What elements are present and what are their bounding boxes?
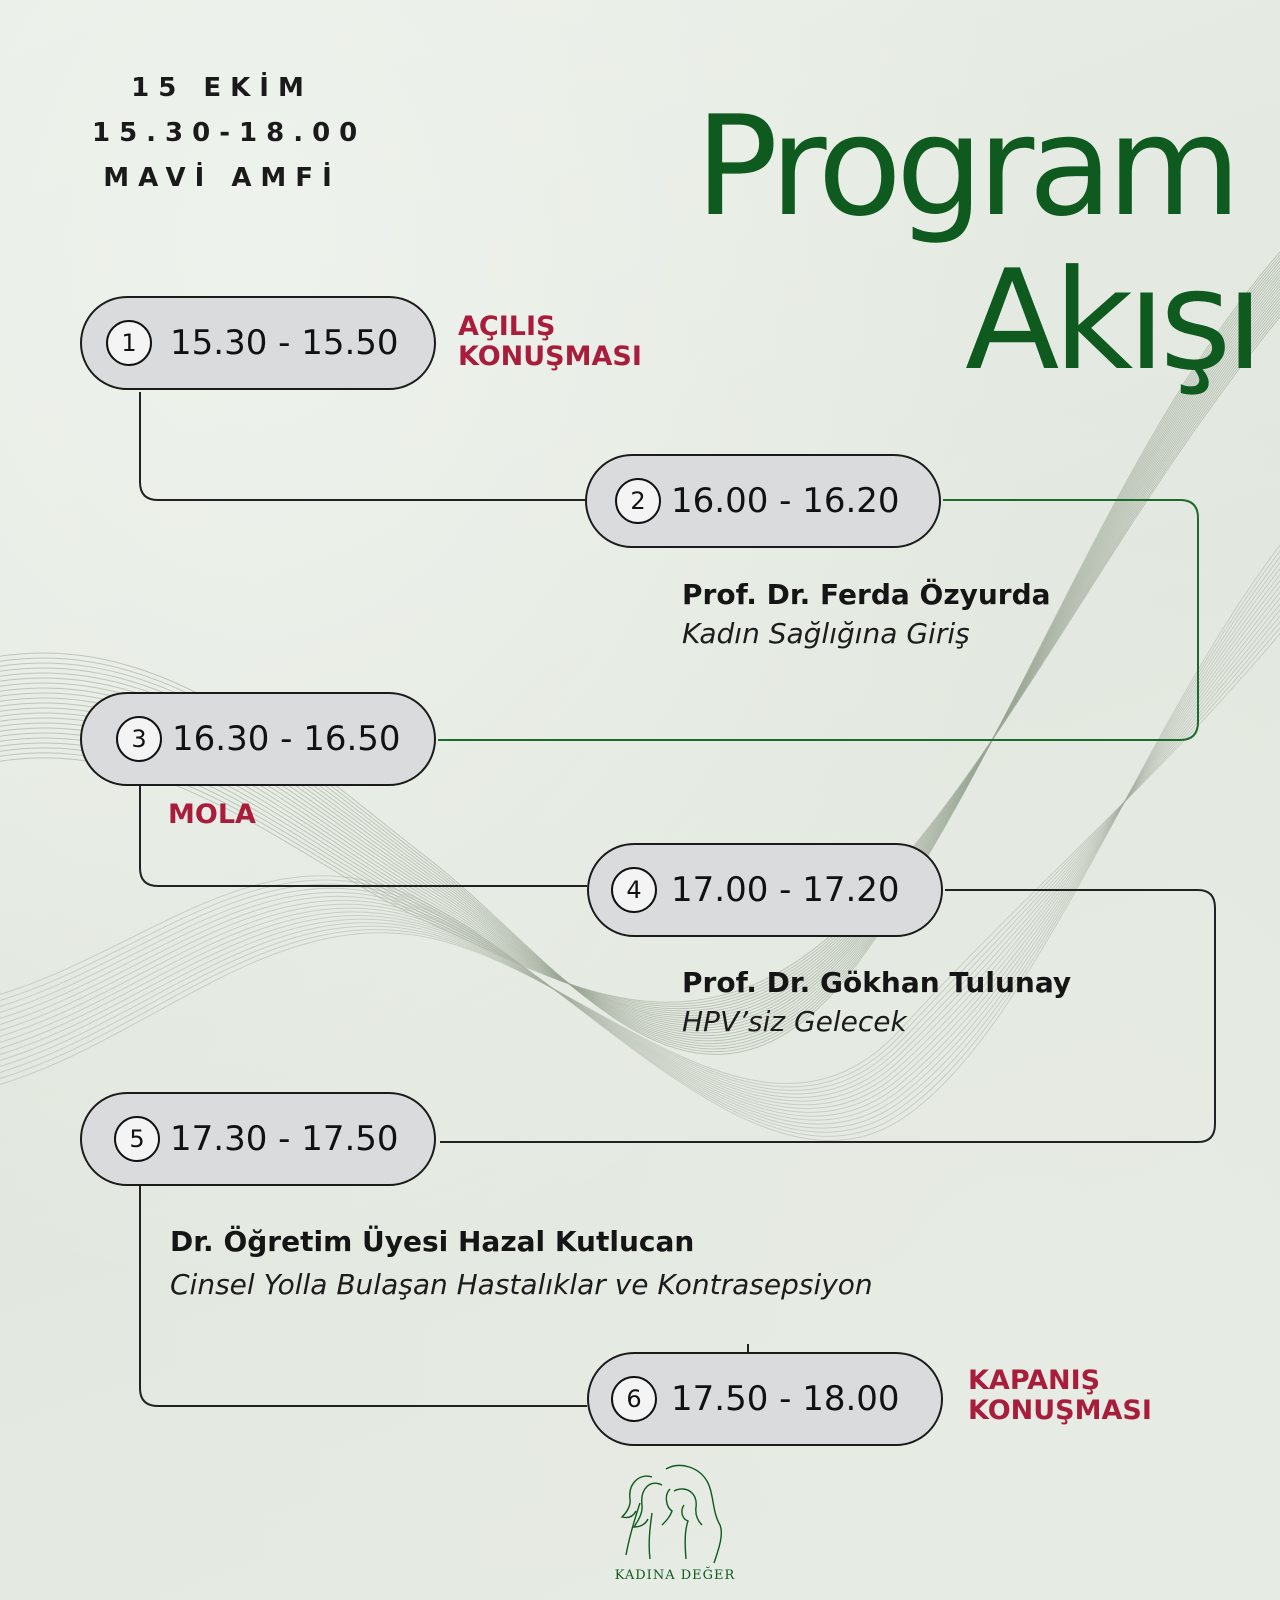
speaker-2	[682, 966, 1071, 1038]
title-akisi: Akışı	[965, 240, 1258, 401]
opening-label-line1: AÇILIŞ	[458, 311, 556, 342]
speaker-topic: Cinsel Yolla Bulaşan Hastalıklar ve Kontrasepsiyon	[170, 1268, 873, 1301]
connector-1-2	[140, 392, 585, 500]
slot-time: 17.00 - 17.20	[671, 870, 900, 910]
opening-speech-label	[458, 312, 642, 372]
slot-number-badge: 2	[615, 478, 661, 524]
slot-2	[585, 454, 941, 548]
logo-text: KADINA DEĞER	[614, 1568, 736, 1583]
slot-number-badge: 4	[611, 867, 657, 913]
slot-time: 17.30 - 17.50	[170, 1119, 399, 1159]
title-program: Program	[695, 86, 1236, 247]
opening-label-line2: KONUŞMASI	[458, 341, 642, 372]
event-info	[92, 66, 367, 201]
break-label: MOLA	[168, 799, 256, 830]
slot-number-badge: 5	[114, 1116, 160, 1162]
slot-number-badge: 6	[611, 1376, 657, 1422]
closing-label-line2: KONUŞMASI	[968, 1395, 1152, 1426]
speaker-topic: HPV’siz Gelecek	[682, 1005, 907, 1038]
slot-1	[80, 296, 436, 390]
speaker-topic: Kadın Sağlığına Giriş	[682, 617, 970, 650]
speaker-3	[170, 1225, 873, 1301]
slot-time: 16.00 - 16.20	[671, 481, 900, 521]
closing-label-line1: KAPANIŞ	[968, 1365, 1101, 1396]
women-silhouettes-icon	[600, 1455, 750, 1575]
closing-speech-label	[968, 1366, 1152, 1426]
speaker-name: Prof. Dr. Gökhan Tulunay	[682, 966, 1072, 999]
slot-time: 16.30 - 16.50	[172, 719, 401, 759]
event-date: 15 EKİM	[131, 73, 313, 103]
event-time: 15.30-18.00	[92, 118, 367, 148]
event-place: MAVİ AMFİ	[103, 163, 341, 193]
slot-4	[587, 843, 943, 937]
slot-time: 15.30 - 15.50	[170, 323, 399, 363]
kadina-deger-logo	[600, 1455, 750, 1595]
slot-5	[80, 1092, 436, 1186]
speaker-name: Dr. Öğretim Üyesi Hazal Kutlucan	[170, 1225, 695, 1258]
slot-time: 17.50 - 18.00	[671, 1379, 900, 1419]
slot-number-badge: 3	[116, 716, 162, 762]
speaker-1	[682, 578, 1051, 650]
slot-6	[587, 1352, 943, 1446]
speaker-name: Prof. Dr. Ferda Özyurda	[682, 578, 1051, 611]
slot-number-badge: 1	[106, 320, 152, 366]
slot-3	[80, 692, 436, 786]
